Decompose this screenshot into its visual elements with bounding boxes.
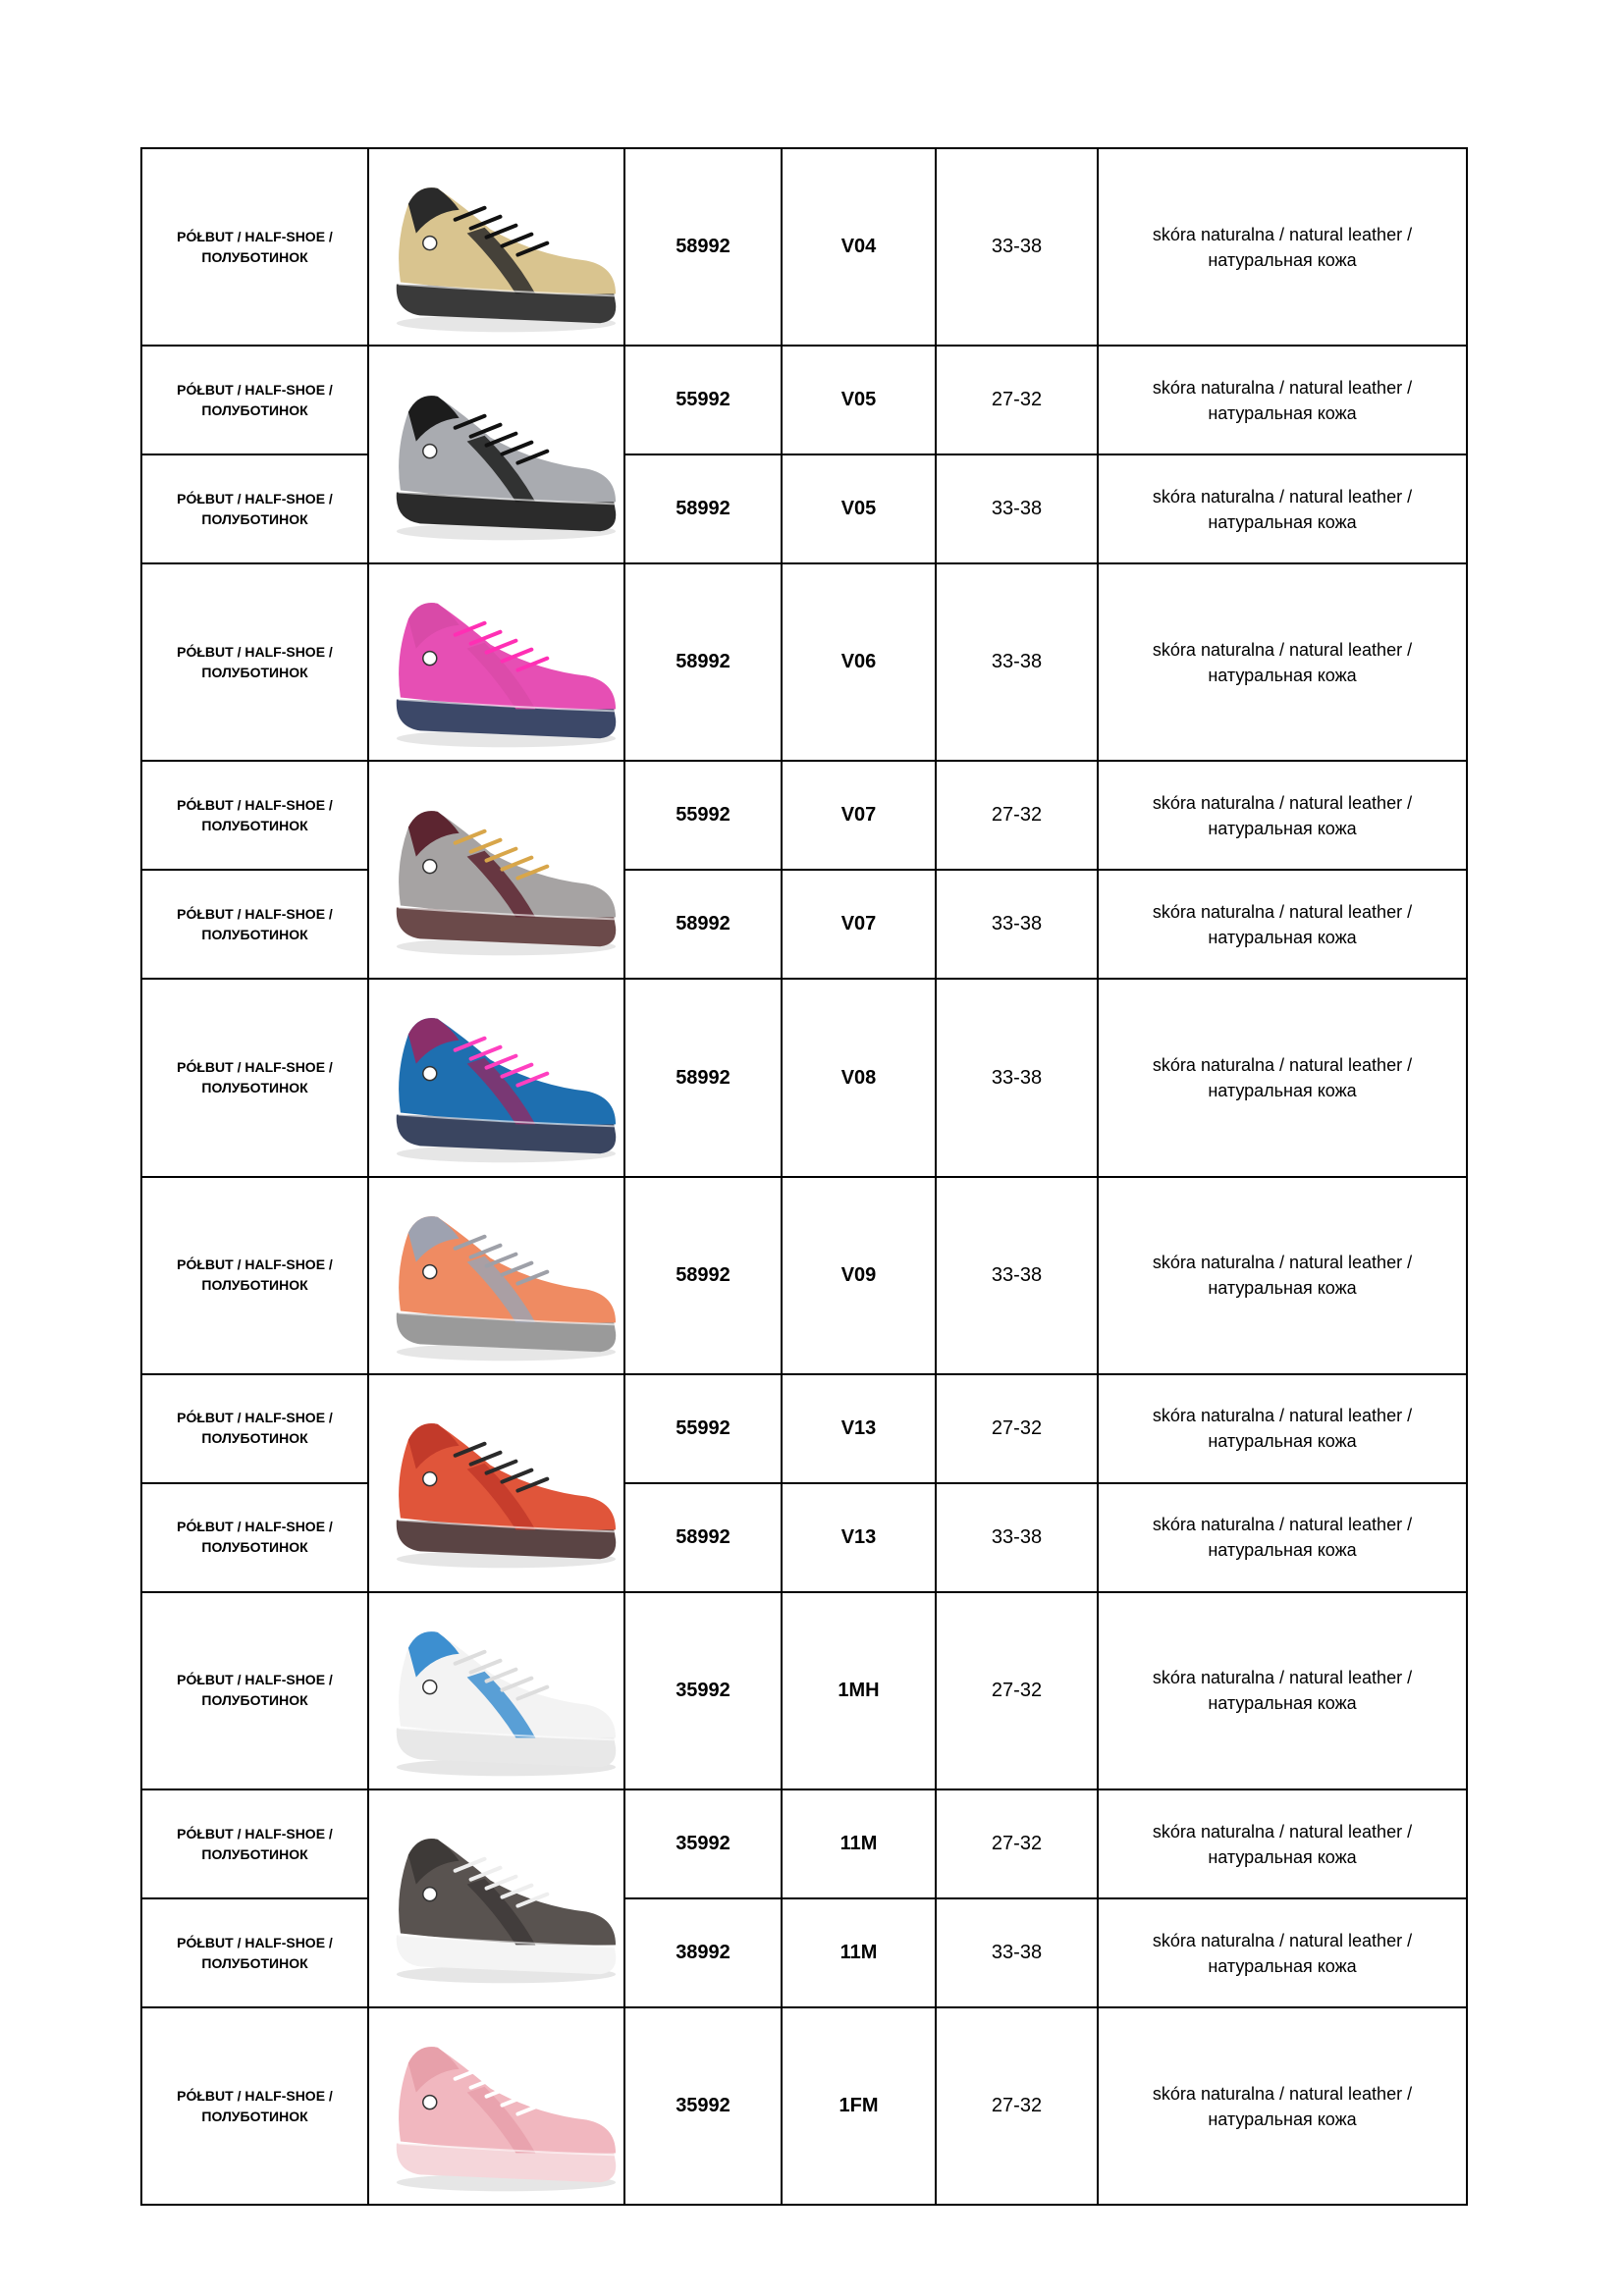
article-code-cell: 35992 (624, 1592, 782, 1789)
article-code-cell: 55992 (624, 761, 782, 870)
table-row (141, 2007, 1467, 2205)
sneaker-illustration (369, 1178, 623, 1373)
article-code-cell: 55992 (624, 1374, 782, 1483)
shoe-image (368, 1789, 624, 2007)
product-type-cell: PÓŁBUT / HALF-SHOE / ПОЛУБОТИНОК (141, 1898, 368, 2007)
variant-cell: V05 (782, 346, 936, 454)
variant-cell: 11M (782, 1789, 936, 1898)
sneaker-illustration (369, 1385, 623, 1580)
shoe-image (368, 1374, 624, 1592)
sneaker-illustration (369, 1800, 623, 1996)
article-code-cell: 55992 (624, 346, 782, 454)
product-catalog-table (140, 147, 1466, 2129)
sneaker-illustration (369, 2008, 623, 2204)
size-range-cell: 27-32 (936, 1374, 1098, 1483)
material-cell: skóra naturalna / natural leather / натуральная кожа (1098, 979, 1467, 1176)
variant-cell: V13 (782, 1374, 936, 1483)
table-row (141, 346, 1467, 454)
table-row (141, 870, 1467, 979)
material-cell: skóra naturalna / natural leather / натуральная кожа (1098, 1789, 1467, 1898)
table-row (141, 761, 1467, 870)
sneaker-illustration (369, 357, 623, 553)
product-type-cell: PÓŁBUT / HALF-SHOE / ПОЛУБОТИНОК (141, 870, 368, 979)
shoe-image (368, 1592, 624, 1789)
size-range-cell: 27-32 (936, 1592, 1098, 1789)
sneaker-illustration (369, 1593, 623, 1789)
table-row (141, 1592, 1467, 1789)
size-range-cell: 27-32 (936, 761, 1098, 870)
material-cell: skóra naturalna / natural leather / натуральная кожа (1098, 2007, 1467, 2205)
article-code-cell: 35992 (624, 2007, 782, 2205)
shoe-image (368, 2007, 624, 2205)
shoe-image (368, 761, 624, 979)
material-cell: skóra naturalna / natural leather / натуральная кожа (1098, 1374, 1467, 1483)
shoe-image (368, 148, 624, 346)
size-range-cell: 33-38 (936, 1177, 1098, 1374)
material-cell: skóra naturalna / natural leather / натуральная кожа (1098, 148, 1467, 346)
size-range-cell: 33-38 (936, 148, 1098, 346)
product-type-cell: PÓŁBUT / HALF-SHOE / ПОЛУБОТИНОК (141, 761, 368, 870)
product-type-cell: PÓŁBUT / HALF-SHOE / ПОЛУБОТИНОК (141, 1592, 368, 1789)
product-type-cell: PÓŁBUT / HALF-SHOE / ПОЛУБОТИНОК (141, 148, 368, 346)
variant-cell: V05 (782, 454, 936, 563)
product-type-cell: PÓŁBUT / HALF-SHOE / ПОЛУБОТИНОК (141, 1374, 368, 1483)
table-row (141, 979, 1467, 1176)
material-cell: skóra naturalna / natural leather / натуральная кожа (1098, 454, 1467, 563)
variant-cell: V06 (782, 563, 936, 761)
material-cell: skóra naturalna / natural leather / натуральная кожа (1098, 870, 1467, 979)
article-code-cell: 58992 (624, 1177, 782, 1374)
size-range-cell: 27-32 (936, 346, 1098, 454)
article-code-cell: 58992 (624, 979, 782, 1176)
variant-cell: V13 (782, 1483, 936, 1592)
product-type-cell: PÓŁBUT / HALF-SHOE / ПОЛУБОТИНОК (141, 1177, 368, 1374)
shoe-image (368, 1177, 624, 1374)
variant-cell: 1FM (782, 2007, 936, 2205)
size-range-cell: 33-38 (936, 1483, 1098, 1592)
size-range-cell: 33-38 (936, 1898, 1098, 2007)
sneaker-illustration (369, 149, 623, 345)
material-cell: skóra naturalna / natural leather / натуральная кожа (1098, 1898, 1467, 2007)
article-code-cell: 58992 (624, 148, 782, 346)
material-cell: skóra naturalna / natural leather / натуральная кожа (1098, 563, 1467, 761)
material-cell: skóra naturalna / natural leather / натуральная кожа (1098, 1483, 1467, 1592)
size-range-cell: 33-38 (936, 979, 1098, 1176)
table-row (141, 1898, 1467, 2007)
product-type-cell: PÓŁBUT / HALF-SHOE / ПОЛУБОТИНОК (141, 1483, 368, 1592)
product-type-cell: PÓŁBUT / HALF-SHOE / ПОЛУБОТИНОК (141, 563, 368, 761)
size-range-cell: 27-32 (936, 1789, 1098, 1898)
variant-cell: V07 (782, 870, 936, 979)
variant-cell: 1MH (782, 1592, 936, 1789)
table-row (141, 454, 1467, 563)
table-row (141, 1374, 1467, 1483)
material-cell: skóra naturalna / natural leather / натуральная кожа (1098, 1592, 1467, 1789)
variant-cell: V07 (782, 761, 936, 870)
size-range-cell: 33-38 (936, 870, 1098, 979)
variant-cell: V08 (782, 979, 936, 1176)
table-row (141, 148, 1467, 346)
sneaker-illustration (369, 564, 623, 760)
shoe-image (368, 979, 624, 1176)
variant-cell: V04 (782, 148, 936, 346)
variant-cell: V09 (782, 1177, 936, 1374)
product-type-cell: PÓŁBUT / HALF-SHOE / ПОЛУБОТИНОК (141, 2007, 368, 2205)
shoe-image (368, 563, 624, 761)
size-range-cell: 33-38 (936, 563, 1098, 761)
article-code-cell: 38992 (624, 1898, 782, 2007)
product-type-cell: PÓŁBUT / HALF-SHOE / ПОЛУБОТИНОК (141, 979, 368, 1176)
article-code-cell: 58992 (624, 563, 782, 761)
table-row (141, 1789, 1467, 1898)
product-type-cell: PÓŁBUT / HALF-SHOE / ПОЛУБОТИНОК (141, 346, 368, 454)
table-row (141, 1483, 1467, 1592)
sneaker-illustration (369, 773, 623, 968)
table-row (141, 563, 1467, 761)
material-cell: skóra naturalna / natural leather / натуральная кожа (1098, 1177, 1467, 1374)
size-range-cell: 27-32 (936, 2007, 1098, 2205)
shoe-image (368, 346, 624, 563)
sneaker-illustration (369, 980, 623, 1175)
variant-cell: 11M (782, 1898, 936, 2007)
article-code-cell: 58992 (624, 454, 782, 563)
size-range-cell: 33-38 (936, 454, 1098, 563)
material-cell: skóra naturalna / natural leather / натуральная кожа (1098, 761, 1467, 870)
article-code-cell: 58992 (624, 870, 782, 979)
product-type-cell: PÓŁBUT / HALF-SHOE / ПОЛУБОТИНОК (141, 454, 368, 563)
article-code-cell: 35992 (624, 1789, 782, 1898)
product-type-cell: PÓŁBUT / HALF-SHOE / ПОЛУБОТИНОК (141, 1789, 368, 1898)
material-cell: skóra naturalna / natural leather / натуральная кожа (1098, 346, 1467, 454)
table-row (141, 1177, 1467, 1374)
article-code-cell: 58992 (624, 1483, 782, 1592)
